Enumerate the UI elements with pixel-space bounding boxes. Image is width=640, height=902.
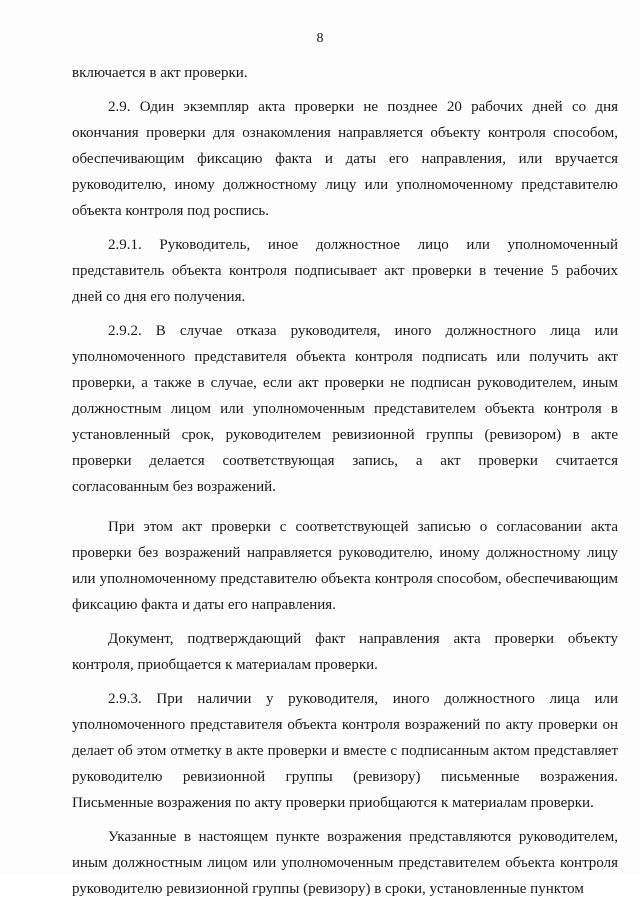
paragraph-continuation: включается в акт проверки. bbox=[72, 65, 248, 81]
paragraph-2-9-1: 2.9.1. Руководитель, иное должностное лицо или уполномоченный представитель объекта контроля подписывает акт проверки в течение 5 рабочих дней со дня его получения. bbox=[72, 237, 618, 305]
paragraph-document-proof: Документ, подтверждающий факт направления акта проверки объекту контроля, приобщается к материалам проверки. bbox=[72, 631, 618, 673]
page-number: 8 bbox=[316, 31, 324, 46]
document-body bbox=[72, 60, 618, 902]
paragraph-2-9: 2.9. Один экземпляр акта проверки не позднее 20 рабочих дней со дня окончания проверки для ознакомления направляется объекту контроля способом, обеспечивающим фиксацию факта и даты его направления, или вручается руководителю, иному должностному лицу или уполномоченному представителю объекта контроля под роспись. bbox=[72, 99, 618, 219]
paragraph-objections-terms: Указанные в настоящем пункте возражения представляются руководителем, иным должностным лицом или уполномоченным представителем объекта контроля руководителю ревизионной группы (ревизору) в сроки, установленные пунктом bbox=[72, 829, 618, 897]
paragraph-2-9-3: 2.9.3. При наличии у руководителя, иного должностного лица или уполномоченного представителя объекта контроля возражений по акту проверки он делает об этом отметку в акте проверки и вместе с подписанным актом представляет руководителю ревизионной группы (ревизору) письменные возражения. Письменные возражения по акту проверки приобщаются к материалам проверки. bbox=[72, 691, 618, 811]
paragraph-2-9-2-note: При этом акт проверки с соответствующей записью о согласовании акта проверки без возражений направляется руководителю, иному должностному лицу или уполномоченному представителю объекта контроля способом, обеспечивающим фиксацию факта и даты его направления. bbox=[72, 519, 618, 613]
paragraph-2-9-2: 2.9.2. В случае отказа руководителя, иного должностного лица или уполномоченного представителя объекта контроля подписать или получить акт проверки, а также в случае, если акт проверки не подписан руководителем, иным должностным лицом или уполномоченным представителем объекта контроля в установленный срок, руководителем ревизионной группы (ревизором) в акте проверки делается соответствующая запись, а акт проверки считается согласованным без возражений. bbox=[72, 323, 618, 495]
